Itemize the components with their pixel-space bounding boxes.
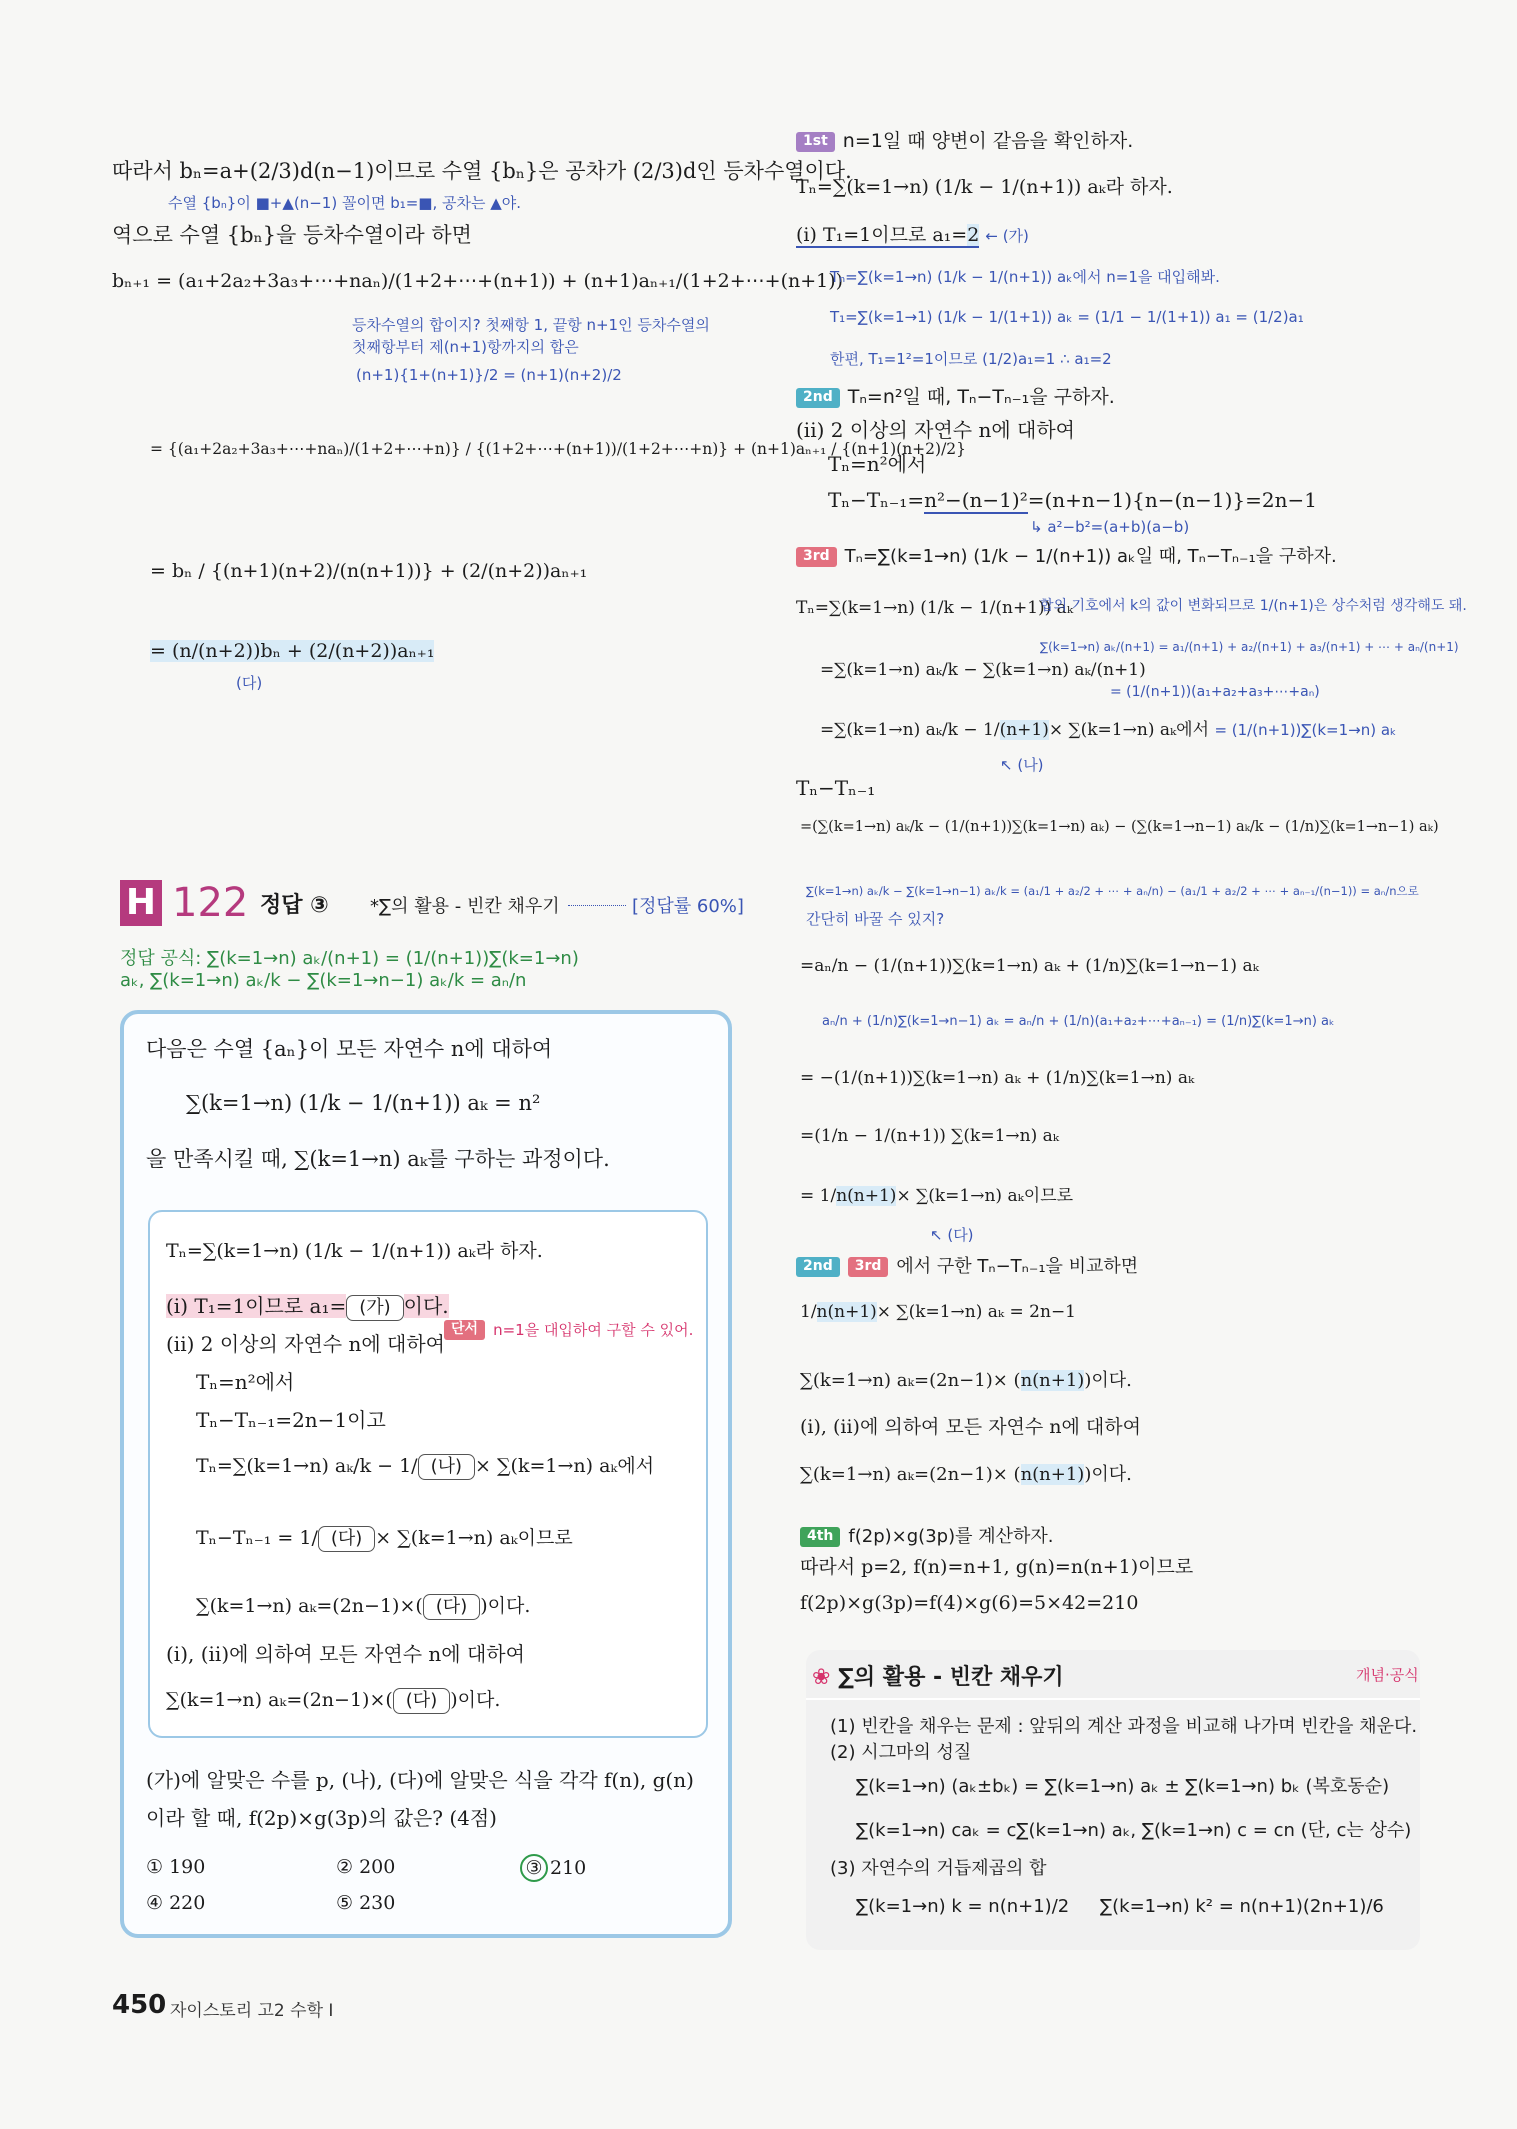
process-line-6-b: × ∑(k=1→n) aₖ에서	[475, 1455, 655, 1477]
sol-6: (ii) 2 이상의 자연수 n에 대하여	[796, 418, 1075, 442]
book-title: 자이스토리 고2 수학 I	[170, 2001, 334, 2021]
left-line-6-text: = (n/(n+2))bₙ + (2/(n+2))aₙ₊₁	[150, 640, 435, 662]
left-line-3: bₙ₊₁ = (a₁+2a₂+3a₃+⋯+naₙ)/(1+2+⋯+(n+1)) + (n+1)aₙ₊₁/(1+2+⋯+(n+1))	[112, 270, 844, 292]
sol-8-b: n²−(n−1)²	[924, 488, 1028, 512]
sol-10: Tₙ=∑(k=1→n) (1/k − 1/(n+1)) aₖ	[796, 598, 1074, 618]
blank-da-2: (다)	[423, 1594, 480, 1620]
sol-23	[800, 1370, 1132, 1393]
sol-11: =∑(k=1→n) aₖ/k − ∑(k=1→n) aₖ/(n+1)	[820, 660, 1146, 680]
left-note-1: 수열 {bₙ}이 ■+▲(n−1) 꼴이면 b₁=■, 공차는 ▲야.	[168, 194, 522, 212]
process-line-10-a: ∑(k=1→n) aₖ=(2n−1)×(	[166, 1689, 393, 1711]
step-2	[796, 386, 1115, 410]
sol-23-b: n(n+1)	[1020, 1370, 1085, 1391]
left-line-4: = {(a₁+2a₂+3a₃+⋯+naₙ)/(1+2+⋯+n)} / {(1+2+⋯+(n+1))/(1+2+⋯+n)} + (n+1)aₙ₊₁ / {(n+1)(n+2)/2}	[150, 440, 967, 458]
problem-line-1: 다음은 수열 {aₙ}이 모든 자연수 n에 대하여	[146, 1037, 553, 1061]
step-4	[800, 1526, 1053, 1549]
process-line-7-b: × ∑(k=1→n) aₖ이므로	[375, 1527, 573, 1549]
sol-25-a: ∑(k=1→n) aₖ=(2n−1)× (	[800, 1464, 1021, 1485]
sol-25-c: )이다.	[1084, 1464, 1132, 1485]
sol-2-tag: ← (가)	[985, 227, 1029, 245]
process-line-6-a: Tₙ=∑(k=1→n) aₖ/k − 1/	[196, 1455, 418, 1477]
sol-12-b: (n+1)	[999, 720, 1049, 740]
hint	[444, 1320, 693, 1340]
sol-7: Tₙ=n²에서	[828, 452, 927, 476]
sol-20	[800, 1186, 1073, 1207]
sol-8-a: Tₙ−Tₙ₋₁=	[828, 488, 925, 512]
blank-da-3: (다)	[393, 1688, 450, 1714]
process-line-7	[196, 1526, 573, 1552]
blank-da-1: (다)	[318, 1526, 375, 1552]
sol-note-6: ∑(k=1→n) aₖ/(n+1) = a₁/(n+1) + a₂/(n+1) + a₃/(n+1) + ⋯ + aₙ/(n+1)	[1040, 640, 1459, 654]
step-3-text: Tₙ=∑(k=1→n) (1/k − 1/(n+1)) aₖ일 때, Tₙ−Tₙ₋₁을 구하자.	[844, 546, 1337, 567]
step-4-badge: 4th	[800, 1527, 840, 1547]
summary-line-3: ∑(k=1→n) (aₖ±bₖ) = ∑(k=1→n) aₖ ± ∑(k=1→n) bₖ (복호동순)	[856, 1776, 1390, 1797]
process-line-8	[196, 1594, 530, 1620]
sol-25	[800, 1464, 1132, 1487]
sol-note-7: = (1/(n+1))(a₁+a₂+a₃+⋯+aₙ)	[1110, 684, 1320, 700]
sol-note-3: 한편, T₁=1²=1이므로 (1/2)a₁=1 ∴ a₁=2	[830, 350, 1112, 368]
process-line-1: Tₙ=∑(k=1→n) (1/k − 1/(n+1)) aₖ라 하자.	[166, 1240, 543, 1262]
step-2-badge: 2nd	[796, 388, 840, 408]
process-line-9: (i), (ii)에 의하여 모든 자연수 n에 대하여	[166, 1642, 525, 1666]
summary-line-4: ∑(k=1→n) caₖ = c∑(k=1→n) aₖ, ∑(k=1→n) c = cn (단, c는 상수)	[856, 1820, 1412, 1841]
process-line-10-b: )이다.	[450, 1689, 501, 1711]
sol-21	[796, 1256, 1138, 1279]
sol-12-tag: ↖ (나)	[1000, 756, 1044, 774]
sol-12-a: =∑(k=1→n) aₖ/k − 1/	[820, 720, 1000, 740]
sol-21-badge-a: 2nd	[796, 1257, 840, 1277]
sol-27: f(2p)×g(3p)=f(4)×g(6)=5×42=210	[800, 1592, 1139, 1614]
sol-22-a: 1/	[800, 1302, 817, 1322]
summary-line-2: (2) 시그마의 성질	[830, 1742, 972, 1763]
correct-rate: [정답률 60%]	[632, 896, 744, 917]
sol-22-b: n(n+1)	[816, 1302, 877, 1322]
choice-4[interactable]: ④ 220	[146, 1892, 206, 1914]
process-line-3: (ii) 2 이상의 자연수 n에 대하여	[166, 1332, 445, 1356]
process-line-4: Tₙ=n²에서	[196, 1370, 295, 1394]
sol-12-c: × ∑(k=1→n) aₖ에서	[1048, 720, 1210, 740]
hint-text: n=1을 대입하여 구할 수 있어.	[493, 1321, 694, 1339]
summary-tag: 개념·공식	[1356, 1666, 1419, 1684]
step-3-badge: 3rd	[796, 547, 837, 567]
sol-25-b: n(n+1)	[1020, 1464, 1085, 1485]
sol-note-4: ↳ a²−b²=(a+b)(a−b)	[1030, 518, 1190, 536]
left-note-4: (n+1){1+(n+1)}/2 = (n+1)(n+2)/2	[356, 366, 622, 384]
choice-3[interactable]	[520, 1854, 586, 1882]
sol-8-c: =(n+n−1){n−(n−1)}=2n−1	[1027, 488, 1318, 512]
summary-divider	[806, 1698, 1420, 1700]
sol-8	[828, 488, 1317, 513]
left-note-2: 등차수열의 합이지? 첫째항 1, 끝항 n+1인 등차수열의	[352, 316, 710, 334]
sol-22	[800, 1302, 1076, 1323]
left-note-3: 첫째항부터 제(n+1)항까지의 합은	[352, 338, 579, 356]
choice-5[interactable]: ⑤ 230	[336, 1892, 396, 1914]
sol-20-b: n(n+1)	[836, 1186, 897, 1206]
question-line-1: (가)에 알맞은 수를 p, (나), (다)에 알맞은 식을 각각 f(n), g(n)	[146, 1768, 694, 1792]
question-line-2: 이라 할 때, f(2p)×g(3p)의 값은? (4점)	[146, 1806, 497, 1830]
choice-2[interactable]: ② 200	[336, 1856, 396, 1878]
process-line-7-a: Tₙ−Tₙ₋₁ = 1/	[196, 1527, 318, 1549]
sol-20-c: × ∑(k=1→n) aₖ이므로	[896, 1186, 1074, 1206]
answer-formula: 정답 공식: ∑(k=1→n) aₖ/(n+1) = (1/(n+1))∑(k=1→n) aₖ, ∑(k=1→n) aₖ/k − ∑(k=1→n−1) aₖ/k = aₙ/n	[120, 948, 579, 991]
sol-26: 따라서 p=2, f(n)=n+1, g(n)=n(n+1)이므로	[800, 1556, 1194, 1578]
sol-2	[796, 224, 1029, 248]
hint-tag: 단서	[444, 1320, 485, 1340]
step-4-text: f(2p)×g(3p)를 계산하자.	[848, 1526, 1054, 1547]
sol-note-5: 합의 기호에서 k의 값이 변화되므로 1/(n+1)은 상수처럼 생각해도 돼.	[1040, 598, 1467, 614]
step-1-text: n=1일 때 양변이 같음을 확인하자.	[842, 130, 1134, 152]
sol-20-tag: ↖ (다)	[930, 1226, 974, 1244]
summary-line-5: (3) 자연수의 거듭제곱의 합	[830, 1858, 1047, 1879]
process-line-2	[166, 1294, 449, 1321]
sol-19: =(1/n − 1/(n+1)) ∑(k=1→n) aₖ	[800, 1126, 1059, 1146]
summary-title	[812, 1660, 1064, 1691]
sol-12	[820, 720, 1396, 741]
summary-title-text: ∑의 활용 - 빈칸 채우기	[838, 1665, 1064, 1690]
process-line-6	[196, 1454, 654, 1480]
problem-number: 122	[172, 880, 249, 926]
process-line-2-a: (i) T₁=1이므로 a₁=	[166, 1294, 347, 1318]
sol-note-9: 간단히 바꿀 수 있지?	[806, 910, 945, 928]
sol-note-8: ∑(k=1→n) aₖ/k − ∑(k=1→n−1) aₖ/k = (a₁/1 + a₂/2 + ⋯ + aₙ/n) − (a₁/1 + a₂/2 + ⋯ + aₙ₋₁/(n−1)) = aₙ/n으로	[806, 884, 1419, 898]
sol-16: =aₙ/n − (1/(n+1))∑(k=1→n) aₖ + (1/n)∑(k=1→n−1) aₖ	[800, 956, 1259, 976]
left-line-5: = bₙ / {(n+1)(n+2)/(n(n+1))} + (2/(n+2))aₙ₊₁	[150, 560, 588, 582]
sol-23-c: )이다.	[1084, 1370, 1132, 1391]
process-line-2-b: 이다.	[403, 1294, 449, 1318]
summary-line-1: (1) 빈칸을 채우는 문제 : 앞뒤의 계산 과정을 비교해 나가며 빈칸을 채운다.	[830, 1716, 1418, 1737]
sol-14: =(∑(k=1→n) aₖ/k − (1/(n+1))∑(k=1→n) aₖ) − (∑(k=1→n−1) aₖ/k − (1/n)∑(k=1→n−1) aₖ)	[800, 819, 1439, 835]
step-2-text: Tₙ=n²일 때, Tₙ−Tₙ₋₁을 구하자.	[847, 386, 1115, 408]
left-tag-da: (다)	[236, 674, 263, 692]
sol-note-1: Tₙ=∑(k=1→n) (1/k − 1/(n+1)) aₖ에서 n=1을 대입해봐.	[830, 268, 1220, 286]
sol-2-a: (i) T₁=1이므로 a₁=	[796, 224, 968, 246]
sol-21-text: 에서 구한 Tₙ−Tₙ₋₁을 비교하면	[896, 1256, 1139, 1277]
step-3	[796, 546, 1337, 569]
problem-topic: *∑의 활용 - 빈칸 채우기	[370, 896, 560, 917]
sol-22-c: × ∑(k=1→n) aₖ = 2n−1	[876, 1302, 1076, 1322]
sol-18: = −(1/(n+1))∑(k=1→n) aₖ + (1/n)∑(k=1→n) aₖ	[800, 1068, 1195, 1088]
step-1	[796, 130, 1133, 154]
step-1-badge: 1st	[796, 132, 835, 152]
sol-23-a: ∑(k=1→n) aₖ=(2n−1)× (	[800, 1370, 1021, 1391]
sol-21-badge-b: 3rd	[848, 1257, 889, 1277]
left-line-1: 따라서 bₙ=a+(2/3)d(n−1)이므로 수열 {bₙ}은 공차가 (2/3)d인 등차수열이다.	[112, 159, 852, 183]
blank-na: (나)	[418, 1454, 475, 1480]
left-line-6	[150, 640, 434, 664]
sol-13: Tₙ−Tₙ₋₁	[796, 776, 876, 800]
sol-12-note: = (1/(n+1))∑(k=1→n) aₖ	[1214, 721, 1397, 739]
page-number: 450	[112, 1990, 167, 2020]
blank-ga: (가)	[346, 1295, 403, 1321]
sol-2-value: 2	[967, 224, 980, 246]
sol-20-a: = 1/	[800, 1186, 837, 1206]
summary-line-6a: ∑(k=1→n) k = n(n+1)/2	[856, 1896, 1070, 1917]
sol-24: (i), (ii)에 의하여 모든 자연수 n에 대하여	[800, 1416, 1141, 1438]
problem-line-2: ∑(k=1→n) (1/k − 1/(n+1)) aₖ = n²	[186, 1091, 541, 1115]
process-line-8-b: )이다.	[480, 1595, 531, 1617]
left-line-2: 역으로 수열 {bₙ}을 등차수열이라 하면	[112, 223, 472, 247]
sol-1: Tₙ=∑(k=1→n) (1/k − 1/(n+1)) aₖ라 하자.	[796, 176, 1173, 198]
choice-3-value: 210	[550, 1857, 587, 1879]
process-line-10	[166, 1688, 500, 1714]
process-line-8-a: ∑(k=1→n) aₖ=(2n−1)×(	[196, 1595, 423, 1617]
process-line-5: Tₙ−Tₙ₋₁=2n−1이고	[196, 1408, 386, 1432]
choice-1[interactable]: ① 190	[146, 1856, 206, 1878]
problem-letter-badge: H	[120, 880, 162, 926]
flower-icon: ❀	[812, 1665, 831, 1690]
problem-answer: 정답 ③	[260, 893, 329, 918]
header-dotted-line	[568, 905, 626, 906]
sol-note-10: aₙ/n + (1/n)∑(k=1→n−1) aₖ = aₙ/n + (1/n)(a₁+a₂+⋯+aₙ₋₁) = (1/n)∑(k=1→n) aₖ	[822, 1014, 1335, 1029]
problem-line-3: 을 만족시킬 때, ∑(k=1→n) aₖ를 구하는 과정이다.	[146, 1147, 610, 1171]
sol-note-2: T₁=∑(k=1→1) (1/k − 1/(1+1)) aₖ = (1/1 − 1/(1+1)) a₁ = (1/2)a₁	[830, 308, 1304, 326]
choice-3-correct-circle: ③	[520, 1854, 548, 1882]
summary-line-6b: ∑(k=1→n) k² = n(n+1)(2n+1)/6	[1100, 1896, 1384, 1917]
